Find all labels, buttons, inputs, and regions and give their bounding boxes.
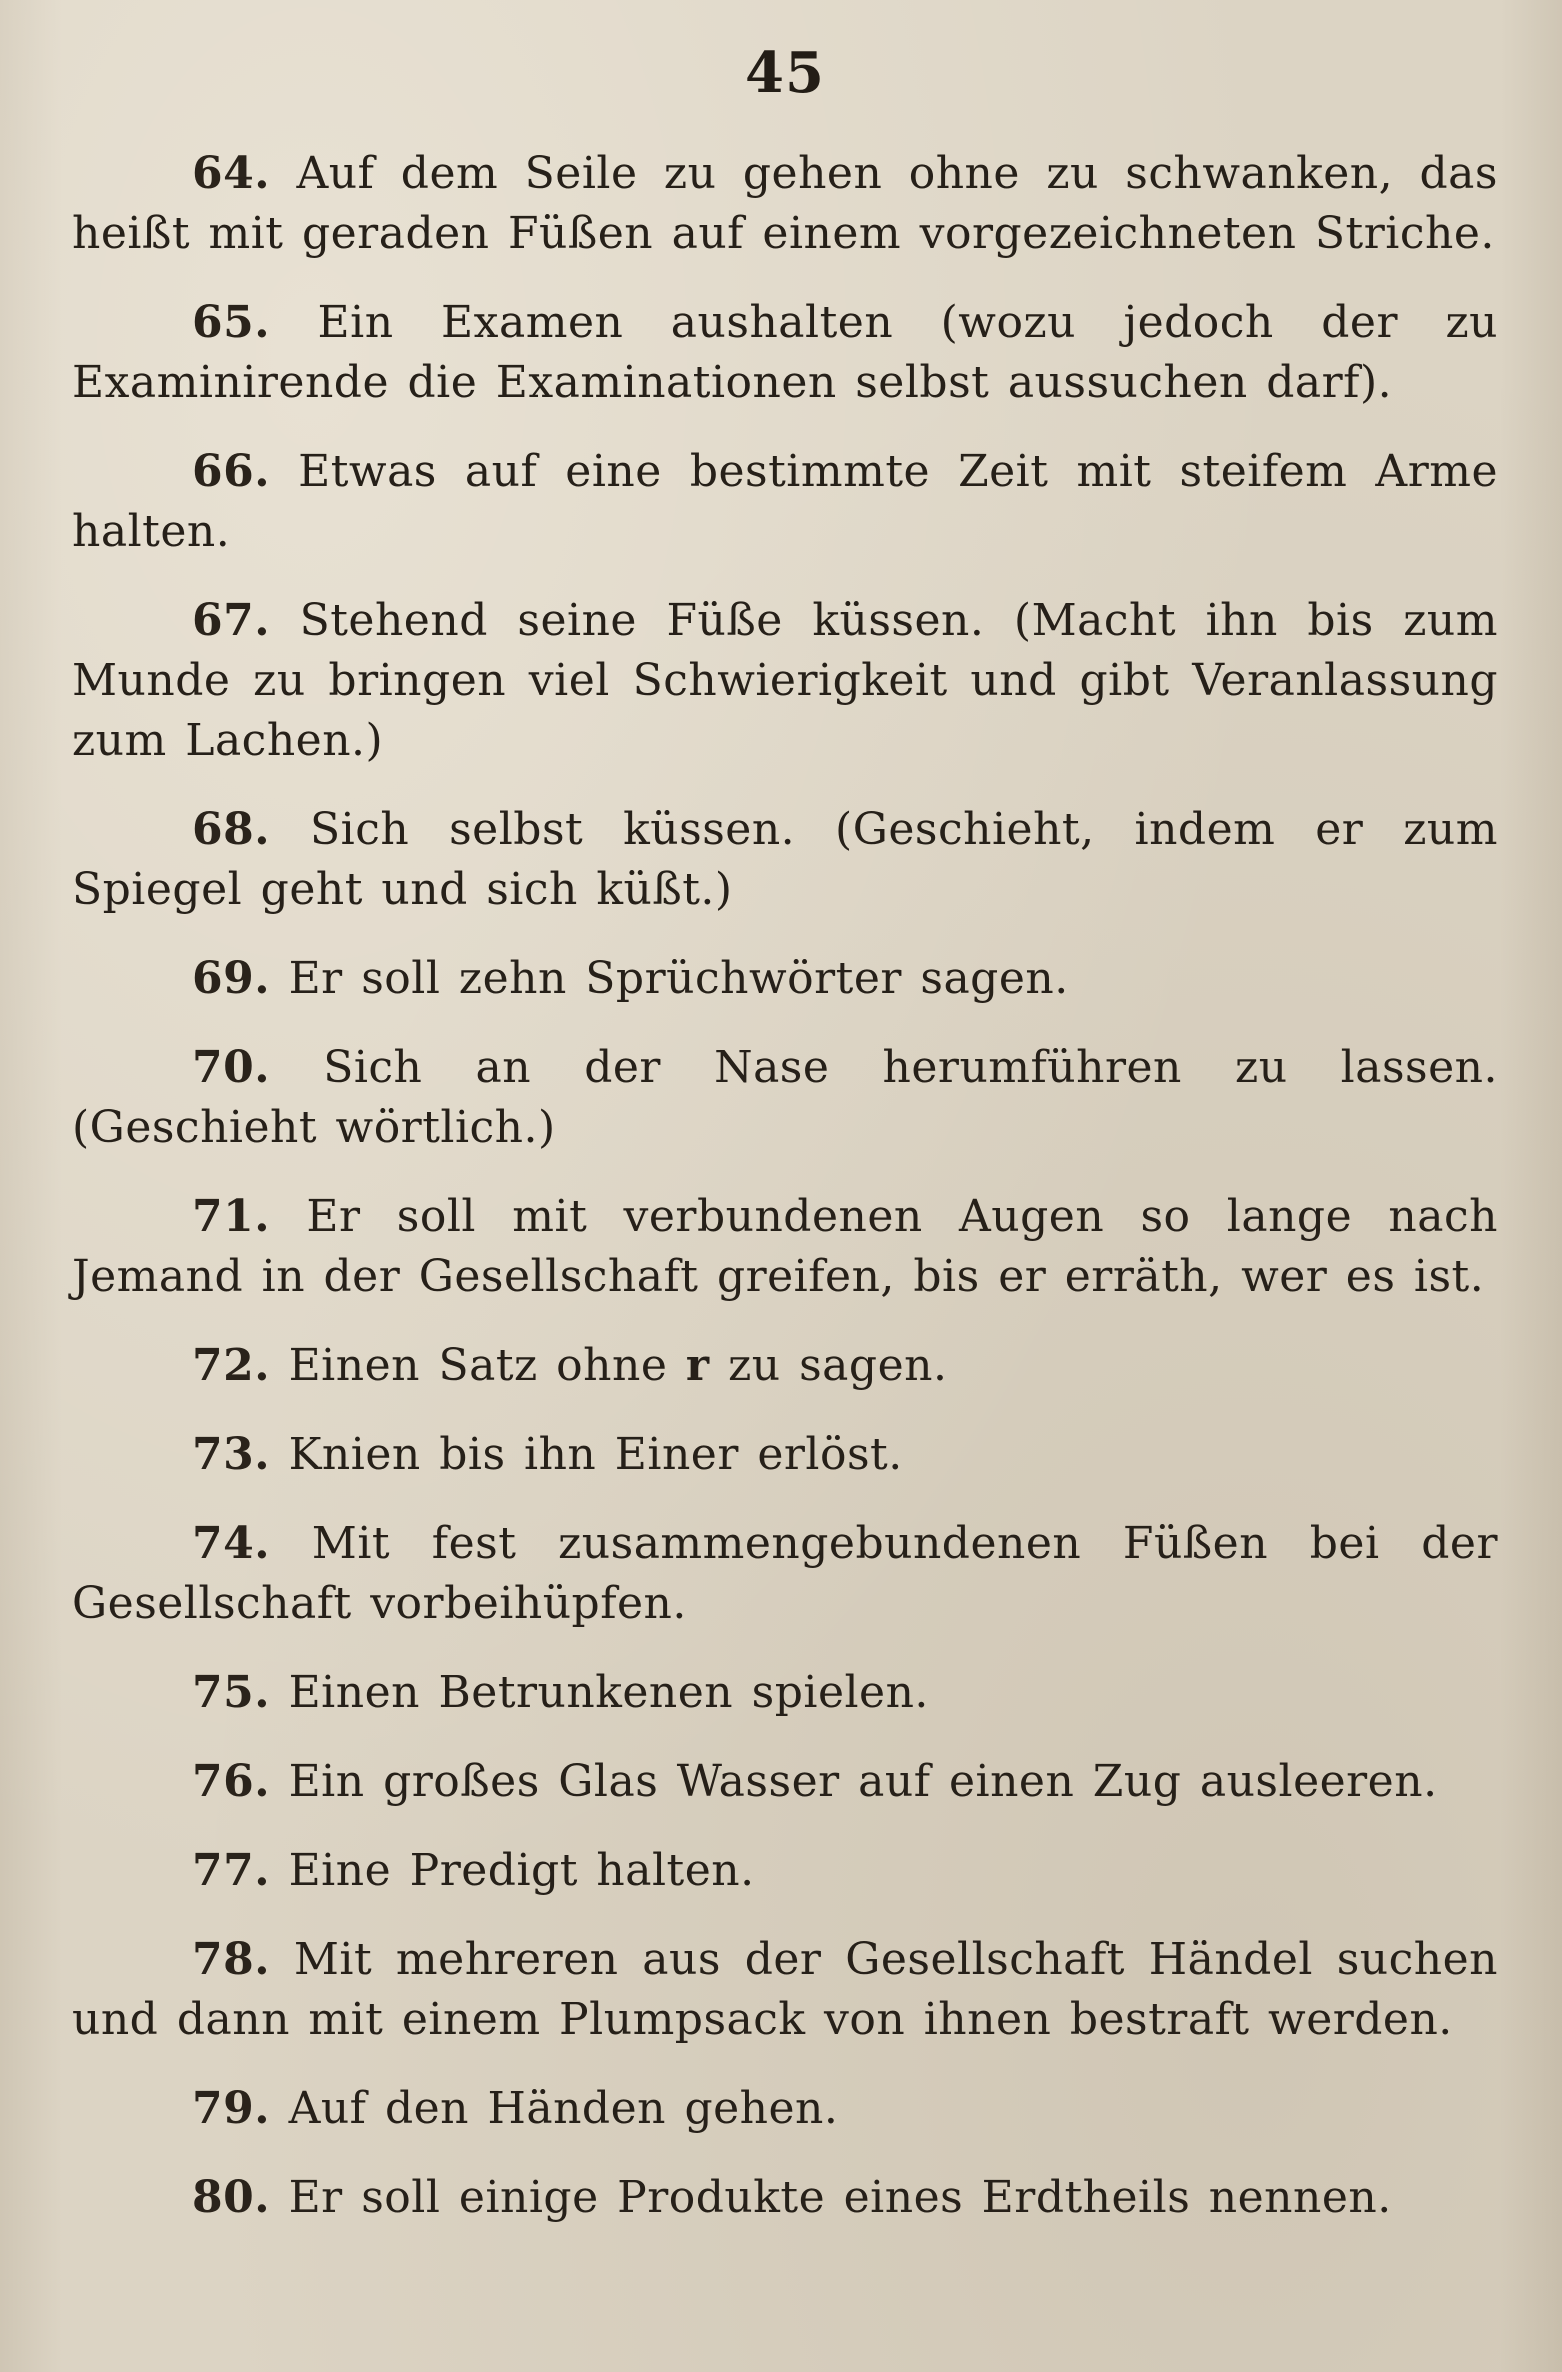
list-item [72,1752,1498,1812]
entry-number: 79. [192,2083,271,2134]
entry-text: Er soll zehn Sprüchwörter sagen. [288,953,1069,1004]
entry-text: Etwas auf eine bestimmte Zeit mit steifem Arme halten. [72,446,1498,557]
list-item [72,949,1498,1009]
entry-number: 80. [192,2172,271,2223]
entry-number: 74. [192,1518,271,1569]
list-item [72,1514,1498,1634]
entry-list [72,144,1498,2228]
entry-number: 75. [192,1667,271,1718]
entry-text: Einen Satz ohne [288,1340,668,1391]
entry-number: 69. [192,953,271,1004]
entry-number: 67. [192,595,271,646]
list-item [72,800,1498,920]
list-item [72,442,1498,562]
emphasized-letter: r [685,1340,710,1391]
entry-text: Sich selbst küssen. (Geschieht, indem er zum Spiegel geht und sich küßt.) [72,804,1498,915]
entry-text: Einen Betrunkenen spielen. [288,1667,929,1718]
entry-text: Er soll mit verbundenen Augen so lange nach Jemand in der Gesellschaft greifen, bis er erräth, wer es ist. [72,1191,1498,1302]
entry-number: 73. [192,1429,271,1480]
entry-number: 76. [192,1756,271,1807]
list-item [72,1187,1498,1307]
entry-text: Auf den Händen gehen. [288,2083,839,2134]
entry-number: 64. [192,148,271,199]
entry-number: 78. [192,1934,271,1985]
page-content [72,38,1498,2257]
list-item [72,1930,1498,2050]
entry-text: Mit fest zusammengebundenen Füßen bei der Gesellschaft vorbeihüpfen. [72,1518,1498,1629]
entry-number: 77. [192,1845,271,1896]
list-item [72,293,1498,413]
list-item [72,144,1498,264]
list-item [72,1038,1498,1158]
list-item [72,1663,1498,1723]
list-item [72,591,1498,771]
entry-text: Ein Examen aushalten (wozu jedoch der zu Examinirende die Examinationen selbst aussuchen darf). [72,297,1498,408]
page-number: 45 [745,40,825,106]
entry-text: Knien bis ihn Einer erlöst. [288,1429,903,1480]
list-item [72,1425,1498,1485]
entry-text: Mit mehreren aus der Gesellschaft Händel suchen und dann mit einem Plumpsack von ihnen bestraft werden. [72,1934,1498,2045]
entry-number: 70. [192,1042,271,1093]
list-item [72,2168,1498,2228]
entry-number: 66. [192,446,271,497]
entry-text: Er soll einige Produkte eines Erdtheils nennen. [288,2172,1392,2223]
list-item [72,1841,1498,1901]
list-item [72,1336,1498,1396]
entry-number: 71. [192,1191,271,1242]
entry-text: Auf dem Seile zu gehen ohne zu schwanken, das heißt mit geraden Füßen auf einem vorgezeichneten Striche. [72,148,1498,259]
entry-text: Sich an der Nase herumführen zu lassen. (Geschieht wörtlich.) [72,1042,1498,1153]
entry-text: Ein großes Glas Wasser auf einen Zug ausleeren. [288,1756,1438,1807]
entry-number: 65. [192,297,271,348]
list-item [72,2079,1498,2139]
entry-text: zu sagen. [728,1340,948,1391]
entry-number: 68. [192,804,271,855]
entry-number: 72. [192,1340,271,1391]
entry-text: Eine Predigt halten. [288,1845,755,1896]
entry-text: Stehend seine Füße küssen. (Macht ihn bis zum Munde zu bringen viel Schwierigkeit und gibt Veranlassung zum Lachen.) [72,595,1498,766]
